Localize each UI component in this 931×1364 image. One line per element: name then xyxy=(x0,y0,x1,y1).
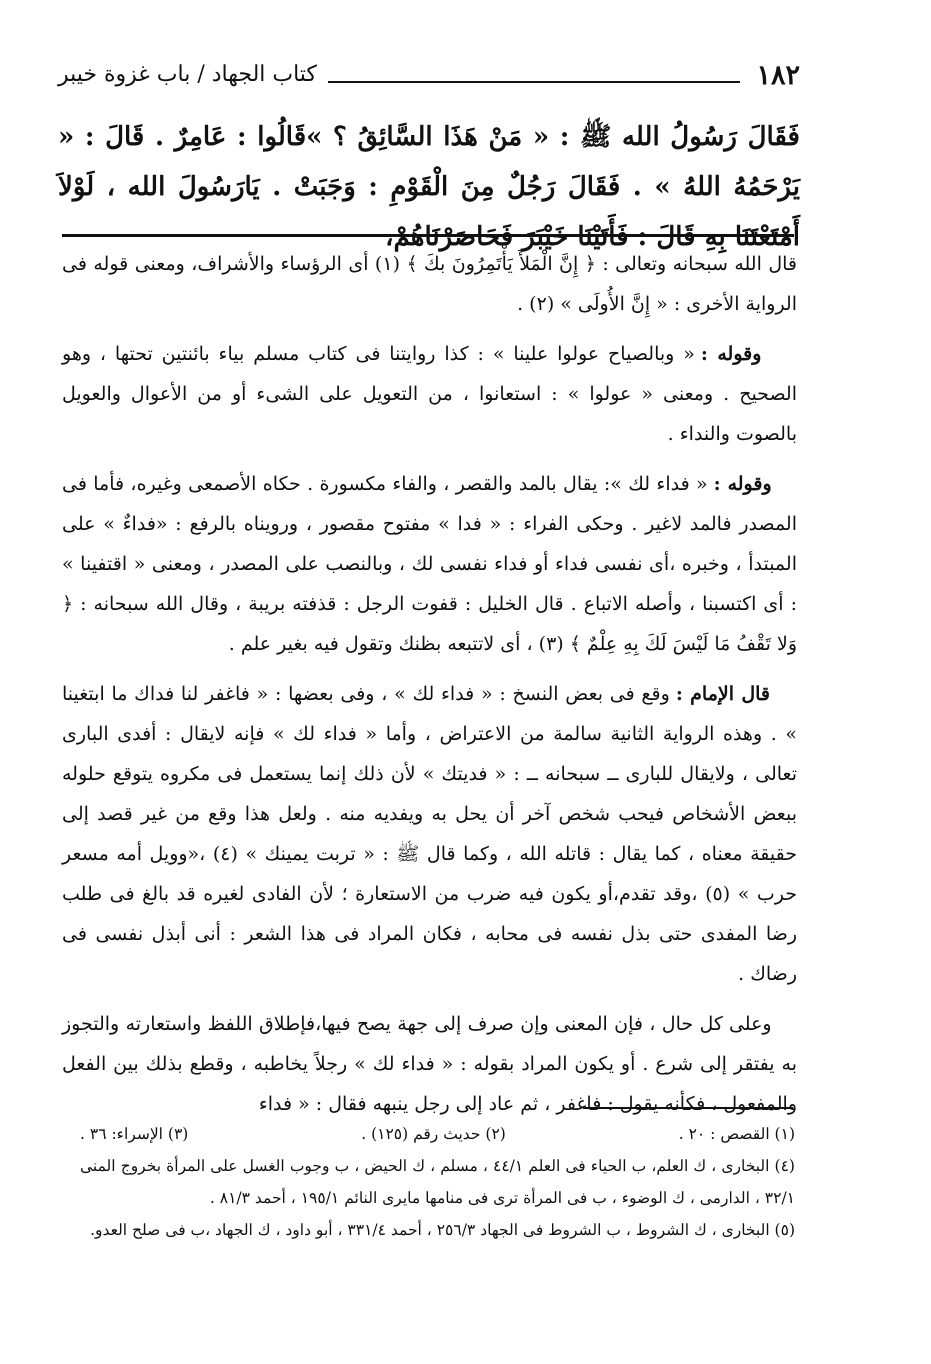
paragraph-body: وعلى كل حال ، فإن المعنى وإن صرف إلى جهة يصح فيها،فإطلاق اللفظ واستعارته والتجوز به يفتقر إلى شرع . أو يكون المراد بقوله : « فداء لك » رجلاً يخاطبه ، وقطع بذلك بين الفعل والمفعول ، فكأنه يقول : فاغفر ، ثم عاد إلى رجل ينبهه فقال : « فداء xyxy=(62,1013,797,1115)
commentary xyxy=(62,244,797,1134)
paragraph-body: « وبالصياح عولوا علينا » : كذا روايتنا فى كتاب مسلم بياء بائنتين تحتها ، وهو الصحيح . ومعنى « عولوا » : استعانوا ، من التعويل على الشىء أو من الأعوال والعويل بالصوت والنداء . xyxy=(62,343,797,445)
commentary-paragraph-4 xyxy=(62,674,797,994)
running-title: كتاب الجهاد / باب غزوة خيبر xyxy=(58,62,317,87)
commentary-paragraph-2 xyxy=(62,334,797,454)
paragraph-body: وقع فى بعض النسخ : « فداء لك » ، وفى بعضها : « فاغفر لنا فداك ما ابتغينا » . وهذه الرواية الثانية سالمة من الاعتراض ، وأما « فداء لك » فإنه لايقال : أفدى البارى تعالى ، ولايقال للبارى ــ سبحانه ــ : « فديتك » لأن ذلك إنما يستعمل فى مكروه يتوقع حلوله ببعض الأشخاص فيحب شخص آخر أن يحل به ويفديه منه . ولعل هذا وقع من غير قصد إلى حقيقة معناه ، كما يقال : قاتله الله ، وكما قال ﷺ : « تربت يمينك » (٤) ،«وويل أمه مسعر حرب » (٥) ،وقد تقدم،أو يكون فيه ضرب من الاستعارة ؛ لأن الفادى لغيره قد بالغ فى طلب رضا المفدى حتى بذل نفسه فى محابه ، فكان المراد فى هذا الشعر : أنى أبذل نفسى فى رضاك . xyxy=(62,683,797,985)
commentary-paragraph-3 xyxy=(62,464,797,664)
page-header xyxy=(58,60,800,100)
commentary-paragraph-5 xyxy=(62,1004,797,1124)
footnote-2: (٢) حديث رقم (١٢٥) . xyxy=(361,1125,506,1143)
footnote-rule xyxy=(583,1107,793,1109)
header-rule xyxy=(328,81,740,83)
footnote-1: (١) القصص : ٢٠ . xyxy=(678,1125,795,1143)
paragraph-lead: قال الإمام : xyxy=(675,683,771,705)
commentary-paragraph-1: قال الله سبحانه وتعالى : ﴿ إِنَّ الْمَلأَ يَأْتَمِرُونَ بكَ ﴾ (١) أى الرؤساء والأشراف، ومعنى قوله فى الرواية الأخرى : « إِنَّ الأُولَى » (٢) . xyxy=(62,253,797,315)
footnote-4: (٤) البخارى ، ك العلم، ب الحياء فى العلم ٤٤/١ ، مسلم ، ك الحيض ، ب وجوب الغسل على المرأة بخروج المنى ٣٢/١ ، الدارمى ، ك الوضوء ، ب فى المرأة ترى فى منامها مايرى النائم ١٩٥/١ ، أحمد ٨١/٣ . xyxy=(80,1157,795,1207)
paragraph-body: « فداء لك »: يقال بالمد والقصر ، والفاء مكسورة . حكاه الأصمعى وغيره، فأما فى المصدر فالمد لاغير . وحكى الفراء : « فدا » مفتوح مقصور ، ورويناه بالرفع : «فداءٌ » على المبتدأ ، وخبره ،أى نفسى فداء أو فداء نفسى لك ، وبالنصب على المصدر ، ومعنى « اقتفينا » : أى اكتسبنا ، وأصله الاتباع . قال الخليل : قفوت الرجل : قذفته بريبة ، وقال الله سبحانه : ﴿ وَلا تَقْفُ مَا لَيْسَ لَكَ بِهِ عِلْمٌ ﴾ (٣) ، أى لاتتبعه بظنك وتقول فيه بغير علم . xyxy=(62,473,797,655)
footnote-5: (٥) البخارى ، ك الشروط ، ب الشروط فى الجهاد ٢٥٦/٣ ، أحمد ٣٣١/٤ ، أبو داود ، ك الجهاد ،ب فى صلح العدو. xyxy=(90,1221,795,1239)
hadith-text: فَقَالَ رَسُولُ الله ﷺ : « مَنْ هَذَا السَّائِقُ ؟ »قَالُوا : عَامِرٌ . قَالَ : « يَرْحَمُهُ اللهُ » . فَقَالَ رَجُلٌ مِنَ الْقَوْمِ : وَجَبَتْ . يَارَسُولَ الله ، لَوْلاَ أَمْتَعْتَنَا بِهِ قَالَ : فَأَتَيْنَا خَيْبَرَ فَحَاصَرْنَاهُمْ، xyxy=(58,122,800,252)
footnotes xyxy=(80,1118,795,1246)
footnote-row xyxy=(80,1118,795,1150)
page-number: ١٨٢ xyxy=(756,60,800,91)
paragraph-lead: وقوله : xyxy=(700,343,762,365)
footnote-3: (٣) الإسراء: ٣٦ . xyxy=(80,1125,189,1143)
paragraph-lead: وقوله : xyxy=(713,473,772,495)
separator-rule xyxy=(62,234,794,237)
